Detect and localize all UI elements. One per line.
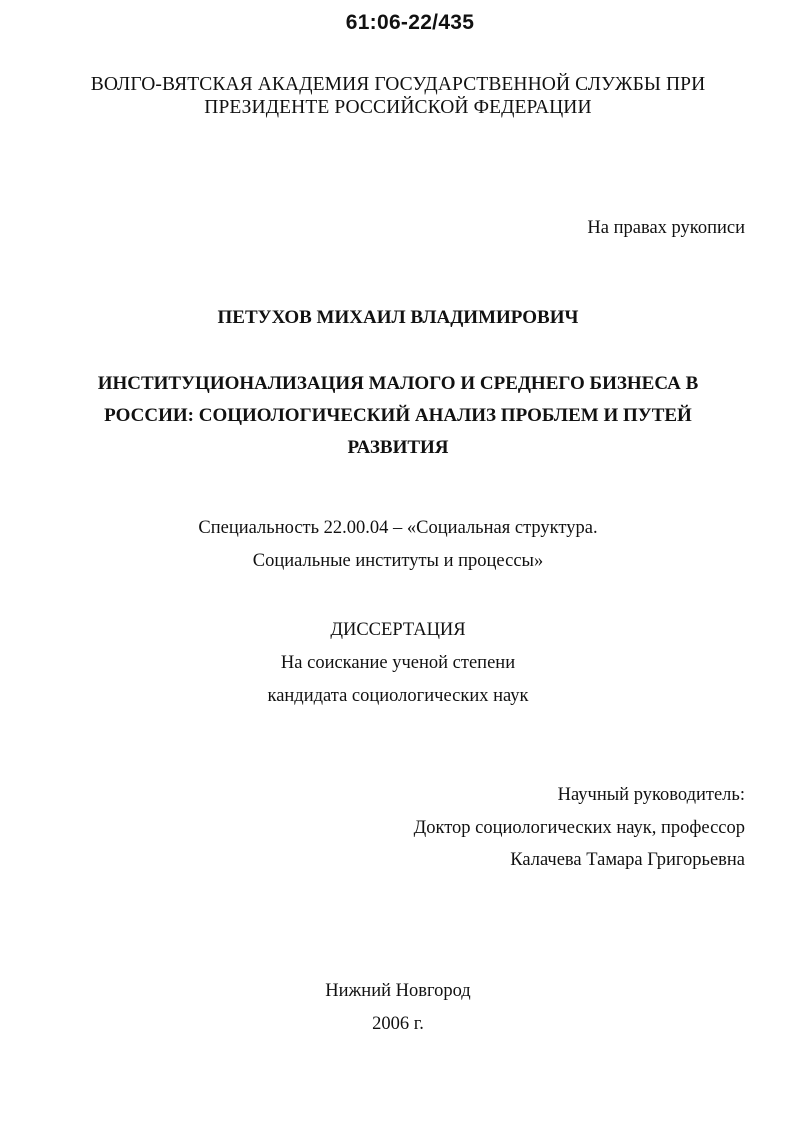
supervisor-label: Научный руководитель: [557, 785, 745, 805]
manuscript-note: На правах рукописи [587, 218, 745, 238]
specialty-line-2: Социальные институты и процессы» [252, 551, 544, 571]
thesis-title-line-2: РОССИИ: СОЦИОЛОГИЧЕСКИЙ АНАЛИЗ ПРОБЛЕМ И ПУТЕЙ [104, 405, 692, 426]
specialty-line-1: Специальность 22.00.04 – «Социальная структура. [198, 518, 598, 538]
document-type: ДИССЕРТАЦИЯ [330, 620, 466, 640]
year: 2006 г. [372, 1014, 424, 1034]
catalog-code: 61:06-22/435 [345, 11, 475, 34]
city: Нижний Новгород [325, 981, 471, 1001]
degree-line-2: кандидата социологических наук [267, 686, 529, 706]
degree-line-1: На соискание ученой степени [280, 653, 516, 673]
thesis-title-line-1: ИНСТИТУЦИОНАЛИЗАЦИЯ МАЛОГО И СРЕДНЕГО БИЗНЕСА В [97, 373, 699, 394]
institution-line-2: ПРЕЗИДЕНТЕ РОССИЙСКОЙ ФЕДЕРАЦИИ [204, 97, 592, 118]
supervisor-position: Доктор социологических наук, профессор [413, 818, 745, 838]
author-name: ПЕТУХОВ МИХАИЛ ВЛАДИМИРОВИЧ [217, 307, 579, 328]
institution-line-1: ВОЛГО-ВЯТСКАЯ АКАДЕМИЯ ГОСУДАРСТВЕННОЙ СЛУЖБЫ ПРИ [90, 74, 706, 95]
supervisor-name: Калачева Тамара Григорьевна [510, 850, 745, 870]
thesis-title-line-3: РАЗВИТИЯ [347, 437, 449, 458]
